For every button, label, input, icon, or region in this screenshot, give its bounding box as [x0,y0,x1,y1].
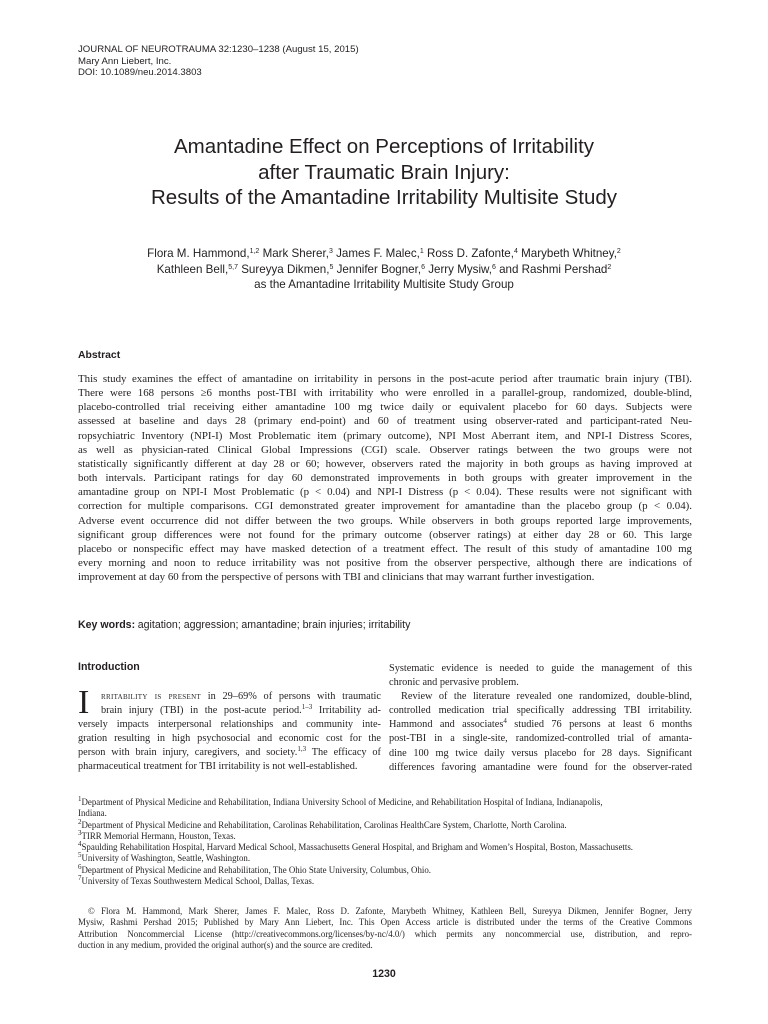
introduction-left-column [78,690,381,775]
author-affiliation: 5,7 [228,263,238,271]
abstract-line: amantadine group on NPI-I Most Problematic (p < 0.04) and NPI-I Distress (p < 0.04). These results were not significant with [78,486,692,499]
abstract-line: assessed at baseline and days 28 (primary end-point) and 60 of treatment using observer-rated and participant-rated Neu- [78,415,692,428]
author: Mark Sherer, [262,247,329,260]
body-line: person with brain injury, caregivers, and society.$^{1,3}$ The efficacy of [78,745,381,759]
footnote: $^4$Spaulding Rehabilitation Hospital, Harvard Medical School, Massachusetts General Hospital, and Brigham and Women’s Hospital, Boston, Massachusetts. [78,840,634,853]
abstract-body [78,372,692,584]
abstract-line: statistically significantly different at day 28 or 60; however, observers rated the majority in both groups as having improved at [78,457,692,470]
abstract-line: significant group differences were not found for the primary outcome (observer ratings) at either day 28 or 60. This large [78,528,692,541]
abstract-line: correction for multiple comparisons. CGI demonstrated greater improvement for amantadine than the placebo group (p < 0.04). [78,500,692,513]
citation-superscript: 1–3 [301,703,313,712]
author-affiliation: 6 [421,263,425,271]
abstract-line: both intervals. Participant ratings for day 60 demonstrated improvements in both groups with greater improvement in the [78,472,692,485]
body-line: Systematic evidence is needed to guide the management of this [389,663,692,674]
introduction-right-column [389,662,692,775]
body-line: post-TBI in a single-site, randomized-controlled trial of amanta- [389,733,692,745]
author-line-2 [60,262,708,278]
body-line: Review of the literature revealed one randomized, double-blind, [401,691,692,703]
abstract-heading: Abstract [78,350,121,361]
small-caps-lead: rritability is present [101,691,202,702]
author-line-1 [60,246,708,262]
author-affiliation: 4 [513,248,518,255]
footnote: $^2$Department of Physical Medicine and Rehabilitation, Carolinas Rehabilitation, Carolinas HealthCare System, Charlotte, North Carolina. [78,817,567,830]
author: Marybeth Whitney, [521,247,617,260]
abstract-line: as well as physician-rated Clinical Global Impressions (CGI) scale. Observer ratings between the two groups were not [78,443,692,456]
publisher-name: Mary Ann Liebert, Inc. [78,55,172,67]
author-affiliation: 5 [329,263,334,271]
author: Jennifer Bogner, [336,262,422,276]
abstract-line: placebo-controlled trial receiving either amantadine 100 mg twice daily or equivalent placebo for 60 days. Subjects were [78,401,692,414]
author: Kathleen Bell, [156,262,229,276]
copyright-line: Mysiw, Rashmi Pershad 2015; Published by Mary Ann Liebert, Inc. This Open Access article is distributed under the terms of the Creative Commons [78,917,692,928]
author-affiliation: 6 [491,263,496,271]
introduction-heading: Introduction [78,661,140,673]
body-line: Hammond and associates$^4$ studied 76 persons at least 6 months [389,717,692,731]
body-line: controlled medication trial specifically addressing TBI irritability. [389,705,692,717]
abstract-line: improvement at day 60 from the perspective of persons with TBI and clinicians that may warrant further investigation. [78,571,595,584]
copyright-line: © Flora M. Hammond, Mark Sherer, James F. Malec, Ross D. Zafonte, Marybeth Whitney, Kathleen Bell, Sureyya Dikmen, Jennifer Bogner, Jerry [88,906,692,916]
drop-cap: I [78,684,90,721]
footnote: $^7$University of Texas Southwestern Medical School, Dallas, Texas. [78,874,315,887]
keywords [78,619,410,631]
author-affiliation: 1 [419,248,424,255]
body-line: differences favoring amantadine were found for the observer-rated [389,761,692,773]
study-group-line: as the Amantadine Irritability Multisite Study Group [254,278,514,291]
body-line: pharmaceutical treatment for TBI irritability is not well-established. [78,761,358,773]
footnote: $^1$Department of Physical Medicine and Rehabilitation, Indiana University School of Medicine, and Rehabilitation Hospital of Indiana, Indianapolis, [78,795,603,807]
author-affiliation: 1,2 [249,248,260,255]
body-line: rritability is present in 29–69% of persons with traumatic [101,691,381,702]
author-affiliation: 3 [328,248,333,255]
author-list [60,246,708,293]
abstract-line: placebo or nonspecific effect may have masked detection of a treatment effect. The result of this study of amantadine 100 mg [78,542,692,555]
title-line-2: after Traumatic Brain Injury: [258,160,510,184]
copyright-line: duction in any medium, provided the original author(s) and the source are credited. [78,940,373,951]
keywords-label: Key words: [78,619,136,631]
article-title [60,134,708,211]
title-line-3: Results of the Amantadine Irritability Multisite Study [150,186,617,209]
abstract-line: every morning and noon to reduce irritability was not positive from the observer perspective, although there are indications of [78,557,692,570]
body-line: gration resulting in high psychosocial and economic cost for the [78,733,381,745]
body-line: dine 100 mg twice daily versus placebo for 28 days. Significant [389,747,692,759]
body-line: versely impacts interpersonal relationships and community inte- [78,719,381,731]
body-line: brain injury (TBI) in the post-acute period.$^{1-3}$ Irritability ad- [101,703,381,717]
title-line-1: Amantadine Effect on Perceptions of Irritability [173,135,595,158]
journal-header [78,44,359,79]
author: Sureyya Dikmen, [241,262,330,276]
footnote: $^5$University of Washington, Seattle, Washington. [78,851,251,864]
journal-citation: JOURNAL OF NEUROTRAUMA 32:1230–1238 (August 15, 2015) [78,44,359,55]
author: Jerry Mysiw, [428,262,492,276]
citation-superscript: 1,3 [297,745,307,754]
author-affiliation: 2 [616,248,621,255]
citation-superscript: 4 [503,717,507,726]
abstract-line: This study examines the effect of amantadine on irritability in persons in the post-acute period after traumatic brain injury (TBI). [78,373,692,385]
copyright-line: Attribution Noncommercial License (http://creativecommons.org/licenses/by-nc/4.0/) which permits any noncommercial use, distribution, and repro- [78,928,692,939]
footnote: $^3$TIRR Memorial Hermann, Houston, Texas. [78,828,236,841]
page-number: 1230 [372,968,396,980]
author: James F. Malec, [336,247,420,260]
footnote: Indiana. [78,808,107,819]
abstract-line: Adverse event occurrence did not differ between the two groups. While observers in both groups reported large improvements, [78,514,692,527]
abstract-line: ropsychiatric Inventory (NPI-I) Most Problematic item (primary outcome), NPI Most Aberrant item, and NPI-I Distress Scores, [78,429,692,442]
body-line: chronic and pervasive problem. [389,677,519,689]
copyright-notice [78,906,692,952]
affiliation-footnotes [78,797,692,887]
author-affiliation: 2 [607,263,612,271]
keywords-text: agitation; aggression; amantadine; brain injuries; irritability [137,619,411,631]
doi-line: DOI: 10.1089/neu.2014.3803 [78,67,202,78]
author: Flora M. Hammond, [147,247,250,260]
author: Ross D. Zafonte, [426,247,514,260]
author: and Rashmi Pershad [499,262,608,276]
abstract-line: There were 168 persons ≥6 months post-TBI with irritability who were enrolled in a parallel-group, randomized, double-blind, [78,387,692,400]
footnote: $^6$Department of Physical Medicine and Rehabilitation, The Ohio State University, Columbus, Ohio. [78,862,432,875]
